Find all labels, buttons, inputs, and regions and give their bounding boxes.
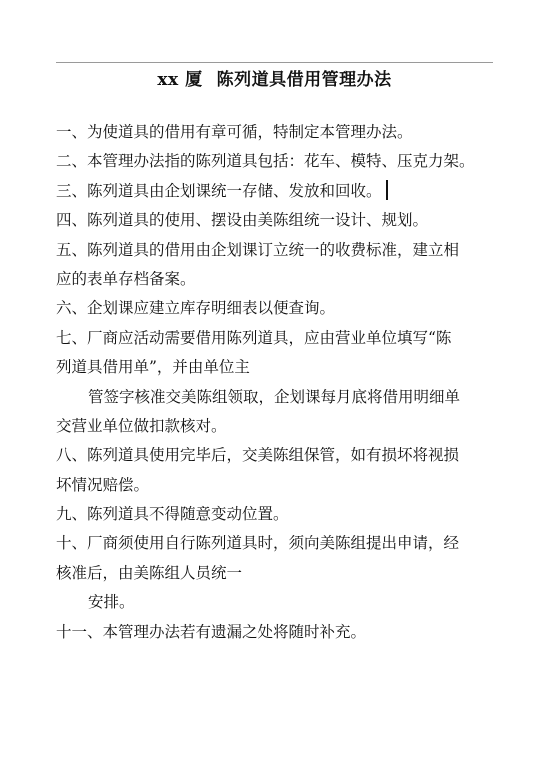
- clause-text: 十一、本管理办法若有遗漏之处将随时补充。: [56, 622, 367, 641]
- title-prefix: xx 厦: [157, 70, 203, 90]
- clause-3: [56, 177, 496, 206]
- clause-text: 应的表单存档备案。: [56, 269, 196, 288]
- clause-text: 五、陈列道具的借用由企划课订立统一的收费标准，建立相: [56, 240, 460, 259]
- clause-text: 核准后，由美陈组人员统一: [56, 563, 243, 582]
- clause-10-cont: [56, 559, 496, 588]
- clause-text: 安排。: [88, 593, 135, 612]
- clause-7-cont-2: [56, 412, 496, 441]
- clause-2: [56, 147, 496, 176]
- clause-text: 十、厂商须使用自行陈列道具时，须向美陈组提出申请，经: [56, 534, 460, 553]
- clause-11: [56, 618, 496, 647]
- document-body: [56, 118, 496, 647]
- clause-7-cont: [56, 353, 496, 382]
- clause-8-cont: [56, 471, 496, 500]
- clause-text: 四、陈列道具的使用、摆设由美陈组统一设计、规划。: [56, 211, 429, 230]
- clause-text: 八、陈列道具使用完毕后，交美陈组保管，如有损坏将视损: [56, 446, 460, 465]
- clause-text: 一、为使道具的借用有章可循，特制定本管理办法。: [56, 123, 413, 141]
- clause-text: 坏情况赔偿。: [56, 475, 150, 494]
- clause-text: 二、本管理办法指的陈列道具包括：花车、模特、压克力架。: [56, 152, 475, 171]
- clause-text: 管签字核准交美陈组领取，企划课每月底将借用明细单: [88, 387, 461, 406]
- clause-text: 交营业单位做扣款核对。: [56, 416, 227, 435]
- clause-text: 七、厂商应活动需要借用陈列道具，应由营业单位填写“陈: [56, 328, 452, 347]
- text-cursor: [386, 180, 388, 200]
- clause-text: 列道具借用单”，并由单位主: [56, 358, 250, 377]
- clause-1: [56, 118, 496, 147]
- clause-text: 九、陈列道具不得随意变动位置。: [56, 505, 289, 524]
- clause-5-cont: [56, 265, 496, 294]
- clause-text: 六、企划课应建立库存明细表以便查询。: [56, 299, 336, 318]
- document-title: [56, 62, 493, 98]
- clause-9: [56, 500, 496, 529]
- clause-text: 三、陈列道具由企划课统一存储、发放和回收。: [56, 181, 382, 200]
- clause-10: [56, 529, 496, 558]
- title-main: 陈列道具借用管理办法: [216, 70, 392, 90]
- clause-4: [56, 206, 496, 235]
- clause-7-cont-indented: [56, 383, 496, 412]
- clause-7: [56, 324, 496, 353]
- clause-5: [56, 236, 496, 265]
- clause-6: [56, 294, 496, 323]
- clause-8: [56, 441, 496, 470]
- clause-10-cont-indented: [56, 588, 496, 617]
